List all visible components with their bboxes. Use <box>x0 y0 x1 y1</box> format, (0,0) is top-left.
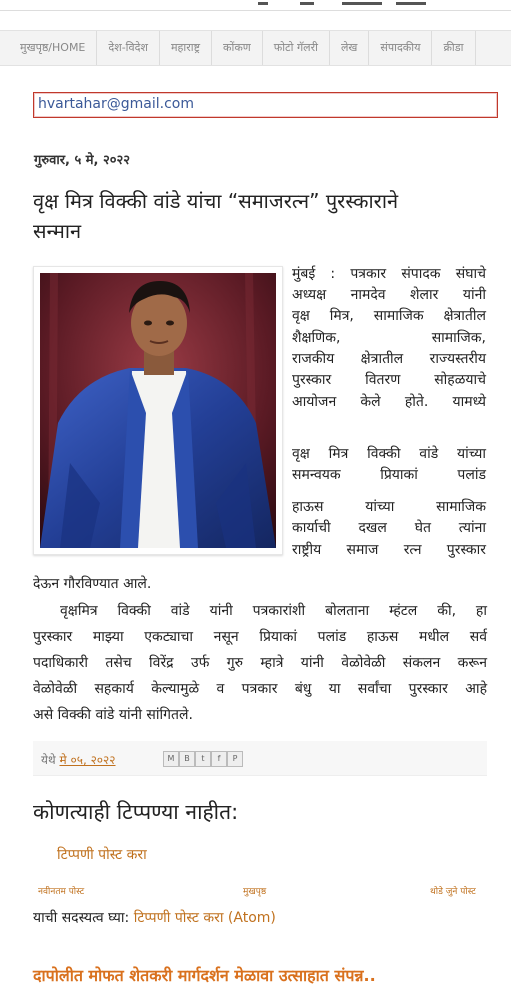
article-line: आयोजन केले होते. यामध्ये <box>292 394 486 410</box>
subscribe-prefix: याची सदस्यत्व घ्या: <box>33 910 130 926</box>
post-date: गुरुवार, ५ मे, २०२२ <box>34 153 131 168</box>
article-line: राष्ट्रीय समाज रत्न पुरस्कार <box>292 542 486 558</box>
next-post-title[interactable]: दापोलीत मोफत शेतकरी मार्गदर्शन मेळावा उत्साहात संपन्न.. <box>33 966 376 985</box>
article-line: असे विक्की वांडे यांनी सांगितले. <box>33 707 193 723</box>
article-line: वृक्ष मित्र विक्की वांडे यांच्या <box>292 446 486 462</box>
nav-item-world[interactable]: देश-विदेश <box>97 31 160 65</box>
pinterest-icon[interactable]: P <box>227 751 243 767</box>
person-photo-image <box>40 273 276 548</box>
post-title[interactable] <box>33 186 493 246</box>
contact-email-box[interactable] <box>33 92 498 118</box>
nav-item-home[interactable]: मुखपृष्ठ/HOME <box>0 31 97 65</box>
article-line: पदाधिकारी तसेच विरेंद्र उर्फ गुरु म्हात्रे यांनी वेळोवेळी संकलन करून <box>33 655 487 671</box>
posted-prefix: येथे <box>41 753 56 767</box>
article-line: शैक्षणिक, सामाजिक, <box>292 330 486 346</box>
article-line: पुरस्कार माझ्या एकट्याचा नसून प्रियाकां पलांड हाऊस मधील सर्व <box>33 629 487 645</box>
top-strip-mark <box>342 2 382 5</box>
blogger-icon[interactable]: B <box>179 751 195 767</box>
article-line: हाऊस यांच्या सामाजिक <box>292 499 486 515</box>
home-link[interactable]: मुखपृष्ठ <box>243 887 267 897</box>
nav-item-articles[interactable]: लेख <box>330 31 369 65</box>
posted-on <box>41 751 116 768</box>
post-title-line[interactable]: वृक्ष मित्र विक्की वांडे यांचा “समाजरत्न” पुरस्काराने <box>33 189 399 213</box>
facebook-icon[interactable]: f <box>211 751 227 767</box>
article-line: पुरस्कार वितरण सोहळयाचे <box>292 372 486 388</box>
top-strip-mark <box>396 2 426 5</box>
comments-heading: कोणत्याही टिप्पण्या नाहीत: <box>33 800 239 824</box>
post-footer <box>33 741 487 776</box>
article-line: अध्यक्ष नामदेव शेलार यांनी <box>292 287 486 303</box>
top-strip-mark <box>258 2 268 5</box>
article-line: वेळोवेळी सहकार्य केल्यामुळे व पत्रकार बंधु या सर्वांचा पुरस्कार आहे <box>33 681 487 697</box>
article-line: राजकीय क्षेत्रातील राज्यस्तरीय <box>292 351 486 367</box>
contact-email[interactable]: hvartahar@gmail.com <box>38 96 195 112</box>
article-line: देऊन गौरविण्यात आले. <box>33 576 152 592</box>
post-comment-link[interactable]: टिप्पणी पोस्ट करा <box>57 847 147 863</box>
nav-item-photo-gallery[interactable]: फोटो गॅलरी <box>263 31 330 65</box>
nav-item-sports[interactable]: क्रीडा <box>432 31 475 65</box>
article-line: वृक्षमित्र विक्की वांडे यांनी पत्रकारांशी बोलताना म्हंटल की, हा <box>60 603 487 619</box>
top-strip-mark <box>300 2 314 5</box>
article-line: कार्याची दखल घेत त्यांना <box>292 520 486 536</box>
article-line: समन्वयक प्रियाकां पलांड <box>292 467 486 483</box>
nav-item-maharashtra[interactable]: महाराष्ट्र <box>160 31 212 65</box>
main-nav <box>0 30 511 66</box>
subscribe <box>33 908 276 927</box>
newer-posts-link[interactable]: नवीनतम पोस्ट <box>38 887 85 897</box>
article-line: वृक्ष मित्र, सामाजिक क्षेत्रातील <box>292 308 486 324</box>
article-line: मुंबई : पत्रकार संपादक संघाचे <box>292 266 486 282</box>
subscribe-atom-link[interactable]: टिप्पणी पोस्ट करा (Atom) <box>133 910 276 926</box>
nav-item-konkan[interactable]: कोंकण <box>212 31 263 65</box>
posted-date-link[interactable]: मे ०५, २०२२ <box>59 753 116 767</box>
twitter-icon[interactable]: t <box>195 751 211 767</box>
older-posts-link[interactable]: थोडे जुने पोस्ट <box>430 887 476 897</box>
email-icon[interactable]: M <box>163 751 179 767</box>
nav-item-editorial[interactable]: संपादकीय <box>369 31 432 65</box>
post-photo[interactable] <box>33 266 283 555</box>
top-strip <box>0 0 511 11</box>
post-title-line[interactable]: सन्मान <box>33 219 82 243</box>
